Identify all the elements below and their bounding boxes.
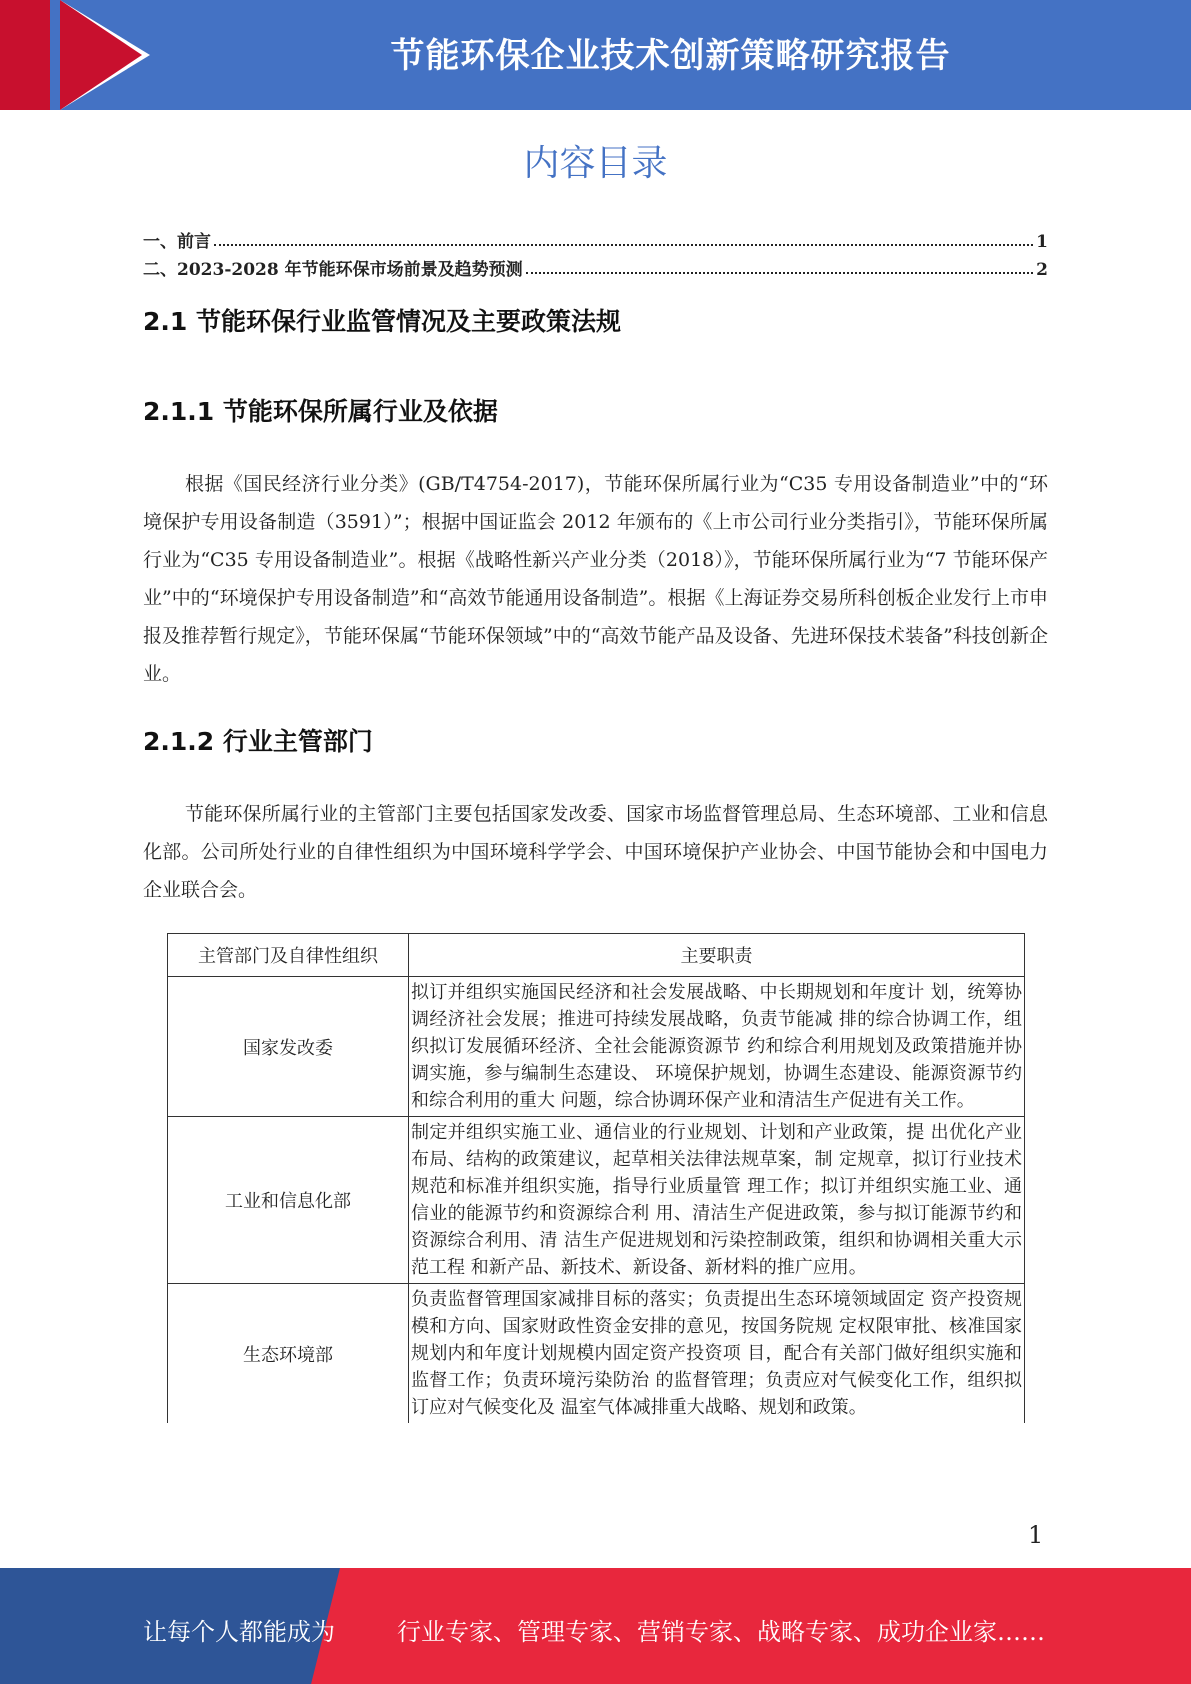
table-cell-duty: 拟订并组织实施国民经济和社会发展战略、中长期规划和年度计 划，统筹协调经济社会发展；推进可持续发展战略，负责节能减 排的综合协调工作，组织拟订发展循环经济、全社会能源资源节 约和综合利用规划及政策措施并协调实施，参与编制生态建设、 环境保护规划，协调生态建设、能源资源节约和综合利用的重大 问题，综合协调环保产业和清洁生产促进有关工作。 (409, 977, 1025, 1117)
toc-entry-label: 二、2023-2028 年节能环保市场前景及趋势预测 (143, 260, 523, 280)
table-cell-duty: 制定并组织实施工业、通信业的行业规划、计划和产业政策，提 出优化产业布局、结构的政策建议，起草相关法律法规草案，制 定规章，拟订行业技术规范和标准并组织实施，指导行业质量管 理工作；拟订并组织实施工业、通信业的能源节约和资源综合利 用、清洁生产促进政策，参与拟订能源节约和资源综合利用、清 洁生产促进规划和污染控制政策，组织和协调相关重大示范工程 和新产品、新技术、新设备、新材料的推广应用。 (409, 1117, 1025, 1284)
paragraph-authorities: 节能环保所属行业的主管部门主要包括国家发改委、国家市场监督管理总局、生态环境部、工业和信息化部。公司所处行业的自律性组织为中国环境科学学会、中国环境保护产业协会、中国节能协会和中国电力企业联合会。 (143, 803, 1048, 901)
table-header-row (168, 934, 1025, 977)
section-heading-2-1-2: 2.1.2 行业主管部门 (143, 727, 373, 756)
table-of-contents (143, 224, 1048, 280)
table-cell-org: 国家发改委 (168, 977, 409, 1117)
toc-entry-page: 1 (1036, 232, 1048, 252)
toc-leader-dots (214, 244, 1033, 246)
page-footer (0, 1568, 1191, 1684)
footer-slogan-right: 行业专家、管理专家、营销专家、战略专家、成功企业家…… (397, 1618, 1045, 1646)
table-cell-org: 生态环境部 (168, 1284, 409, 1424)
header-chevron-inner (60, 0, 142, 110)
toc-entry[interactable] (143, 252, 1048, 280)
toc-leader-dots (526, 272, 1034, 274)
page-number: 1 (1028, 1521, 1044, 1549)
section-heading-2-1-1: 2.1.1 节能环保所属行业及依据 (143, 397, 498, 426)
table-header-cell: 主要职责 (409, 934, 1025, 977)
toc-title: 内容目录 (523, 143, 668, 184)
page-header (0, 0, 1191, 110)
report-title: 节能环保企业技术创新策略研究报告 (390, 36, 951, 76)
toc-entry-page: 2 (1036, 260, 1048, 280)
table-cell-duty: 负责监督管理国家减排目标的落实；负责提出生态环境领域固定 资产投资规模和方向、国家财政性资金安排的意见，按国务院规 定权限审批、核准国家规划内和年度计划规模内固定资产投资项 目，配合有关部门做好组织实施和监督工作；负责环境污染防治 的监督管理；负责应对气候变化工作，组织拟订应对气候变化及 温室气体减排重大战略、规划和政策。 (409, 1284, 1025, 1424)
paragraph-industry-basis: 根据《国民经济行业分类》(GB/T4754-2017)，节能环保所属行业为“C35 专用设备制造业”中的“环境保护专用设备制造（3591）”；根据中国证监会 2012 年颁布的《上市公司行业分类指引》，节能环保所属行业为“C35 专用设备制造业”。根据《战略性新兴产业分类（2018）》，节能环保所属行业为“7 节能环保产业”中的“环境保护专用设备制造”和“高效节能通用设备制造”。根据《上海证券交易所科创板企业发行上市申报及推荐暂行规定》，节能环保属“节能环保领域”中的“高效节能产品及设备、先进环保技术装备”科技创新企业。 (143, 473, 1048, 685)
table-row (168, 977, 1025, 1117)
section-heading-2-1: 2.1 节能环保行业监管情况及主要政策法规 (143, 307, 621, 336)
authorities-table (167, 933, 1025, 1423)
footer-slogan-left: 让每个人都能成为 (143, 1618, 335, 1646)
header-red-block (0, 0, 50, 110)
table-row (168, 1284, 1025, 1424)
table-row (168, 1117, 1025, 1284)
table-header-cell: 主管部门及自律性组织 (168, 934, 409, 977)
toc-entry-label: 一、前言 (143, 232, 211, 252)
table-cell-org: 工业和信息化部 (168, 1117, 409, 1284)
toc-entry[interactable] (143, 224, 1048, 252)
